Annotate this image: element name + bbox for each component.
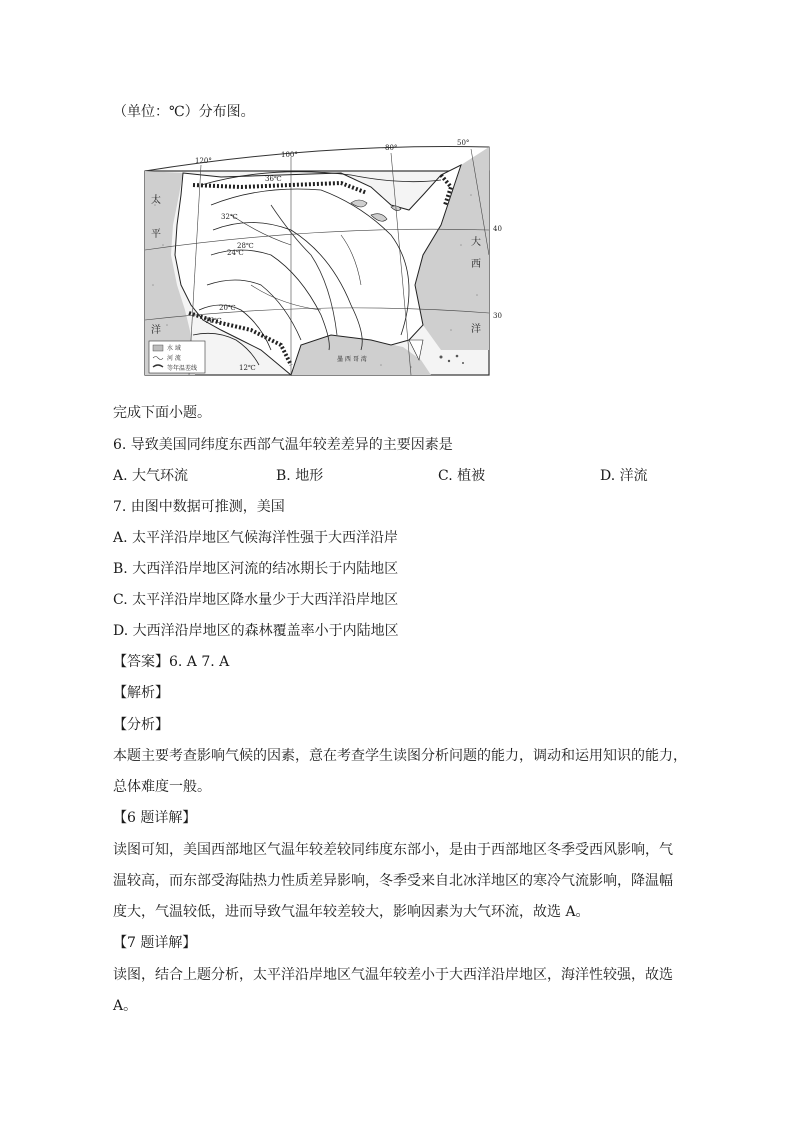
jiexi-heading: 【解析】 — [113, 685, 169, 701]
atlantic-label: 洋 — [471, 324, 481, 335]
longitude-label: 120° — [195, 157, 212, 165]
detail-7-heading: 【7 题详解】 — [113, 935, 197, 951]
latitude-label: 40 — [493, 225, 502, 233]
latitude-label: 30 — [493, 312, 502, 320]
isotherm-label: 32℃ — [221, 213, 238, 221]
isotherm-label: 24℃ — [227, 249, 244, 257]
atlantic-label: 西 — [471, 259, 481, 270]
detail-7-line: A。 — [113, 998, 138, 1014]
fenxi-heading: 【分析】 — [113, 717, 169, 733]
isotherm-label: 12℃ — [239, 364, 256, 372]
q6-option-b: B. 地形 — [276, 468, 324, 484]
map-legend — [149, 341, 205, 373]
longitude-label: 50° — [457, 139, 470, 147]
q7-option-b: B. 大西洋沿岸地区河流的结冰期长于内陆地区 — [113, 561, 399, 577]
detail-6-line: 温较高，而东部受海陆热力性质差异影响，冬季受来自北冰洋地区的寒冷气流影响，降温幅 — [113, 873, 673, 889]
legend-label: 水 域 — [167, 345, 181, 352]
question-6-stem: 6. 导致美国同纬度东西部气温年较差差异的主要因素是 — [113, 437, 453, 453]
detail-6-line: 读图可知，美国西部地区气温年较差较同纬度东部小，是由于西部地区冬季受西风影响，气 — [113, 842, 673, 858]
question-7-stem: 7. 由图中数据可推测，美国 — [113, 499, 285, 515]
isotherm-label: 28℃ — [237, 242, 254, 250]
isotherm-label: 16℃ — [205, 317, 222, 325]
q7-option-a: A. 太平洋沿岸地区气候海洋性强于大西洋沿岸 — [113, 530, 399, 546]
q6-option-a: A. 大气环流 — [113, 468, 189, 484]
q6-option-c: C. 植被 — [438, 468, 486, 484]
isotherm-map — [141, 135, 507, 385]
longitude-label: 100° — [281, 151, 298, 159]
q7-option-c: C. 太平洋沿岸地区降水量少于大西洋沿岸地区 — [113, 592, 399, 608]
isotherm-label: 20℃ — [219, 304, 236, 312]
gulf-label: 墨 西 哥 湾 — [337, 356, 367, 363]
q6-option-d: D. 洋流 — [600, 468, 648, 484]
pacific-label: 洋 — [151, 325, 161, 336]
legend-label: 等年温差线 — [167, 365, 198, 372]
analysis-line: 总体难度一般。 — [113, 779, 211, 795]
analysis-line: 本题主要考查影响气候的因素，意在考查学生读图分析问题的能力，调动和运用知识的能力， — [113, 748, 687, 764]
atlantic-label: 大 — [471, 237, 481, 248]
answer-line: 【答案】6. A 7. A — [113, 654, 230, 670]
detail-6-heading: 【6 题详解】 — [113, 810, 197, 826]
pacific-label: 平 — [151, 229, 161, 240]
q7-option-d: D. 大西洋沿岸地区的森林覆盖率小于内陆地区 — [113, 623, 399, 639]
water-swatch — [153, 345, 163, 351]
pacific-label: 太 — [151, 195, 161, 206]
legend-label: 河 流 — [167, 355, 181, 362]
isotherm-label: 36℃ — [265, 175, 282, 183]
detail-6-line: 度大，气温较低，进而导致气温年较差较大，影响因素为大气环流，故选 A。 — [113, 904, 590, 920]
longitude-label: 80° — [385, 144, 398, 152]
intro-line: （单位：℃）分布图。 — [113, 104, 255, 120]
detail-7-line: 读图，结合上题分析，太平洋沿岸地区气温年较差小于大西洋沿岸地区，海洋性较强，故选 — [113, 967, 673, 983]
isotherm-map-figure — [141, 135, 507, 385]
instruction-line: 完成下面小题。 — [113, 405, 211, 421]
